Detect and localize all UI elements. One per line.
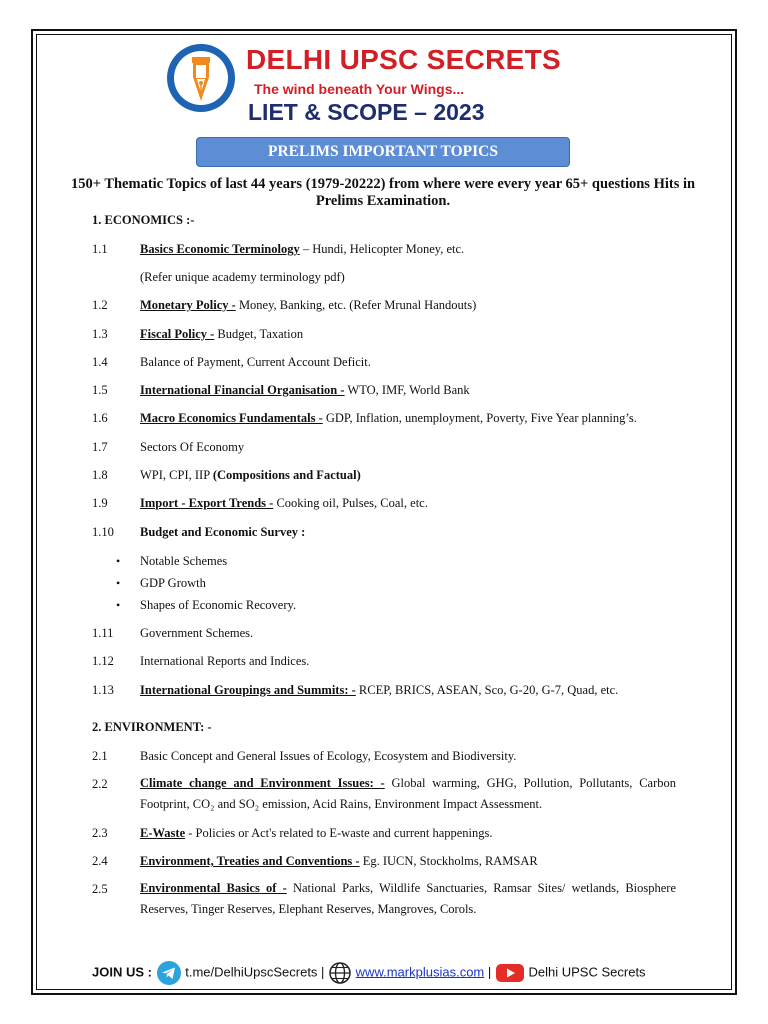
list-item — [140, 826, 493, 841]
item-number: 2.1 — [92, 749, 108, 763]
list-item — [140, 411, 637, 426]
item-number: 1.3 — [92, 327, 108, 341]
list-item — [140, 327, 303, 342]
bullet-item: Notable Schemes — [140, 554, 228, 568]
list-item — [140, 242, 464, 257]
item-bold-text: (Compositions and Factual) — [212, 468, 361, 482]
page-title: LIET & SCOPE – 2023 — [248, 99, 485, 125]
list-item — [140, 683, 618, 698]
item-number: 2.2 — [92, 777, 108, 791]
item-text: GDP, Inflation, unemployment, Poverty, Five Year planning’s. — [322, 411, 637, 425]
item-title: International Financial Organisation - — [140, 383, 345, 397]
youtube-channel-link[interactable]: Delhi UPSC Secrets — [528, 964, 646, 980]
item-number: 1.4 — [92, 355, 108, 369]
bullet-dot: • — [116, 554, 121, 568]
item-number: 1.12 — [92, 654, 114, 668]
list-item: Budget and Economic Survey : — [140, 525, 306, 539]
item-number: 1.7 — [92, 440, 108, 454]
item-title: International Groupings and Summits: - — [140, 683, 356, 697]
list-item: Sectors Of Economy — [140, 440, 245, 454]
item-text: - Policies or Act's related to E-waste and current happenings. — [185, 826, 493, 840]
list-item: International Reports and Indices. — [140, 654, 310, 668]
bullet-item: Shapes of Economic Recovery. — [140, 598, 297, 612]
brand-title: DELHI UPSC SECRETS — [246, 44, 561, 75]
list-item — [140, 773, 676, 815]
item-number: 1.6 — [92, 411, 108, 425]
item-number: 1.13 — [92, 683, 114, 697]
item-text: Cooking oil, Pulses, Coal, etc. — [273, 496, 428, 510]
telegram-link[interactable]: t.me/DelhiUpscSecrets — [185, 964, 318, 980]
item-number: 1.1 — [92, 242, 108, 256]
website-link[interactable]: www.markplusias.com — [355, 964, 485, 980]
item-title: Import - Export Trends - — [140, 496, 274, 510]
item-title: Macro Economics Fundamentals - — [140, 411, 323, 425]
item-number: 1.9 — [92, 496, 108, 510]
brand-tagline: The wind beneath Your Wings... — [254, 81, 465, 97]
item-title: Fiscal Policy - — [140, 327, 215, 341]
item-number: 2.4 — [92, 854, 108, 868]
item-title: Basics Economic Terminology — [140, 242, 300, 256]
section-heading-economics: 1. ECONOMICS :- — [92, 213, 195, 227]
item-number: 1.5 — [92, 383, 108, 397]
item-title: Monetary Policy - — [140, 298, 236, 312]
item-title: Environmental Basics of - — [140, 881, 287, 895]
list-item — [140, 468, 361, 483]
list-item — [140, 298, 476, 313]
item-text: Money, Banking, etc. (Refer Mrunal Handouts) — [235, 298, 477, 312]
item-text: Budget, Taxation — [214, 327, 304, 341]
item-title: Climate change and Environment Issues: - — [140, 776, 385, 790]
list-item: Balance of Payment, Current Account Deficit. — [140, 355, 371, 369]
bullet-item: GDP Growth — [140, 576, 206, 590]
item-text: Eg. IUCN, Stockholms, RAMSAR — [359, 854, 538, 868]
item-text: RCEP, BRICS, ASEAN, Sco, G-20, G-7, Quad, etc. — [355, 683, 619, 697]
separator: | — [317, 964, 329, 980]
list-item: Basic Concept and General Issues of Ecology, Ecosystem and Biodiversity. — [140, 749, 517, 763]
youtube-icon[interactable] — [495, 962, 525, 984]
item-number: 1.11 — [92, 626, 114, 640]
item-number: 1.8 — [92, 468, 108, 482]
item-title: Environment, Treaties and Conventions - — [140, 854, 360, 868]
section-banner: PRELIMS IMPORTANT TOPICS — [196, 137, 570, 167]
item-text: WPI, CPI, IIP — [140, 468, 213, 482]
item-text: WTO, IMF, World Bank — [344, 383, 470, 397]
globe-icon — [328, 961, 352, 985]
pen-nib-logo-icon — [166, 43, 236, 113]
bullet-dot: • — [116, 598, 121, 612]
section-heading-environment: 2. ENVIRONMENT: - — [92, 720, 212, 734]
list-item — [140, 496, 428, 511]
item-number: 1.2 — [92, 298, 108, 312]
join-us-label: JOIN US : — [92, 964, 152, 980]
item-number: 2.5 — [92, 882, 108, 896]
list-item — [140, 854, 538, 869]
list-item — [140, 383, 470, 398]
intro-text: 150+ Thematic Topics of last 44 years (1979-20222) from where were every year 65+ questions Hits in Prelims Examination. — [70, 176, 696, 209]
item-number: 2.3 — [92, 826, 108, 840]
item-text: – Hundi, Helicopter Money, etc. — [299, 242, 465, 256]
item-title: E-Waste — [140, 826, 186, 840]
list-item — [140, 878, 676, 920]
item-text: National Parks, Wildlife Sanctuaries, Ramsar Sites/ wetlands, Biosphere Reserves, Tinger Reserves, Elephant Reserves, Mangroves, Corols. — [140, 881, 676, 916]
item-text: Global warming, GHG, Pollution, Pollutants, Carbon Footprint, CO₂ and SO₂ emission, Acid Rains, Environment Impact Assessment. — [140, 776, 676, 811]
telegram-icon[interactable] — [156, 960, 182, 986]
item-number: 1.10 — [92, 525, 114, 539]
separator: | — [484, 964, 492, 980]
footer-bar — [92, 960, 646, 986]
bullet-dot: • — [116, 576, 121, 590]
list-item: Government Schemes. — [140, 626, 254, 640]
item-note: (Refer unique academy terminology pdf) — [140, 270, 345, 284]
